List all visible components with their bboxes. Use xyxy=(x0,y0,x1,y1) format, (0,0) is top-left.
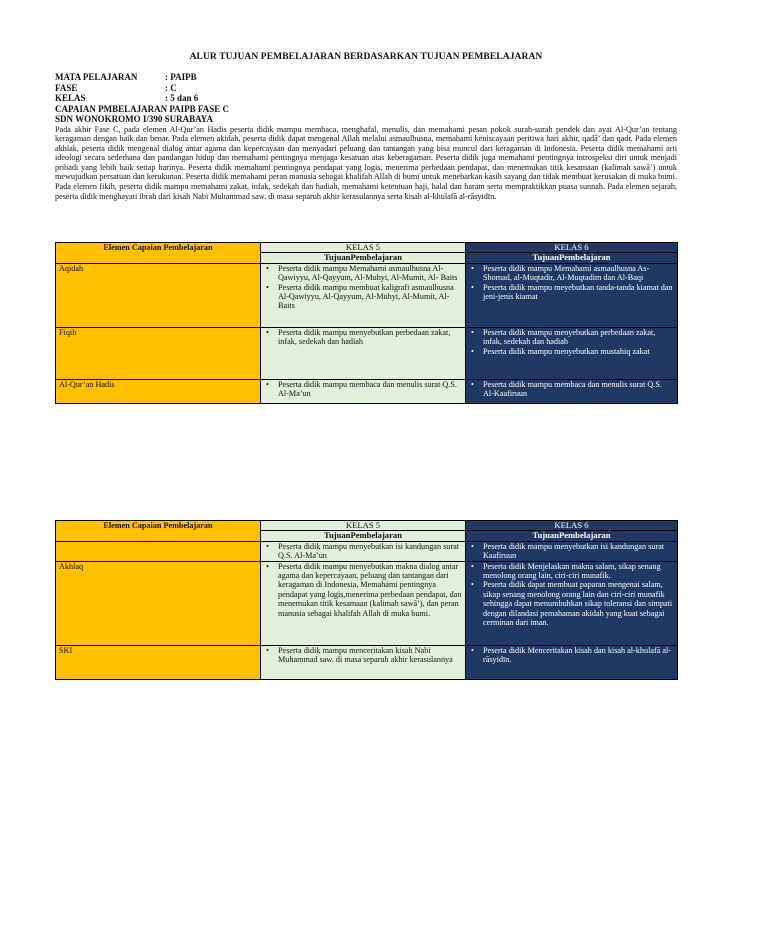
meta-value: : PAIPB xyxy=(165,72,197,82)
row-kelas5 xyxy=(261,561,466,645)
list-item-text: Peserta didik mampu Memahami asmaulhusna Al-Qawiyyu, Al-Qayyum, Al-Muhyi, Al-Mumit, Al- Baits xyxy=(278,263,458,283)
table-row xyxy=(56,645,678,679)
bullet-icon: • xyxy=(266,327,269,337)
row-kelas6 xyxy=(466,327,678,379)
bullet-icon: • xyxy=(266,541,269,551)
bullet-icon: • xyxy=(471,327,474,337)
list-item xyxy=(266,645,462,665)
learning-objectives-table-2 xyxy=(55,520,678,680)
row-elemen: SKI xyxy=(56,645,261,679)
bullet-icon: • xyxy=(471,580,474,590)
row-elemen: Akhlaq xyxy=(56,561,261,645)
list-item xyxy=(471,282,674,302)
row-elemen: Al-Qur’an Hadis xyxy=(56,379,261,403)
list-item xyxy=(266,327,462,347)
meta-key: KELAS xyxy=(55,93,86,103)
bullet-icon: • xyxy=(471,263,474,273)
list-item xyxy=(471,580,674,628)
bullet-icon: • xyxy=(471,561,474,571)
list-item-text: Peserta didik mampu menyebutkan makna dialog antar agama dan kepercayaan, peluang dan tantangan dari keragaman di Indonesia, Memahami pentingnya pendapat yang logis,menerima perbedaan pendapat, dan menemukan titik kesamaan (kalimah sawā’), dan peran manusia sebagai khalifah Allah di muka bumi. xyxy=(278,561,462,618)
list-item xyxy=(266,263,462,283)
list-item-text: Peserta didik mampu meyebutkan tanda-tanda kiamat dan jeni-jenis kiamat xyxy=(483,282,673,302)
meta-row-kelas xyxy=(55,93,677,104)
list-item-text: Peserta didik mampu menyebutkan isi kandungan surat Q.S. Al-Ma’un xyxy=(278,541,459,561)
meta-value: : 5 dan 6 xyxy=(165,93,199,103)
row-kelas6 xyxy=(466,541,678,561)
bullet-icon: • xyxy=(471,541,474,551)
bullet-icon: • xyxy=(471,282,474,292)
list-item xyxy=(266,541,462,561)
list-item xyxy=(266,282,462,311)
row-kelas5 xyxy=(261,645,466,679)
list-item xyxy=(471,645,674,665)
header-kelas6: KELAS 6 xyxy=(466,521,678,531)
list-item-text: Peserta didik mampu menyebutkan perbedaan zakat, infak, sedekah dan hadiah xyxy=(278,327,451,347)
meta-key: FASE xyxy=(55,82,78,93)
meta-row-mapel xyxy=(55,72,677,83)
school-name: SDN WONOKROMO I/390 SURABAYA xyxy=(55,114,213,124)
list-item xyxy=(471,561,674,581)
row-kelas5 xyxy=(261,541,466,561)
row-elemen: Aqidah xyxy=(56,263,261,327)
list-item-text: Peserta didik mampu menceritakan kisah Nabi Muhammad saw. di masa separuh akhir kerasulannya xyxy=(278,645,453,665)
row-kelas5 xyxy=(261,327,466,379)
document-title: ALUR TUJUAN PEMBELAJARAN BERDASARKAN TUJUAN PEMBELAJARAN xyxy=(189,52,543,62)
meta-block xyxy=(55,72,677,125)
bullet-icon: • xyxy=(471,346,474,356)
subheader-kelas5: TujuanPembelajaran xyxy=(261,531,466,541)
list-item-text: Peserta didik Menjelaskan makna salam, sikap senang menolong orang lain, ciri-ciri munafik. xyxy=(483,561,661,581)
bullet-icon: • xyxy=(471,379,474,389)
bullet-icon: • xyxy=(266,282,269,292)
table-row xyxy=(56,379,678,403)
list-item xyxy=(471,541,674,561)
list-item xyxy=(471,327,674,347)
meta-key: MATA PELAJARAN xyxy=(55,72,138,82)
list-item-text: Peserta didik mampu menyebutkan mustahiq zakat xyxy=(483,346,650,356)
subheader-kelas6: TujuanPembelajaran xyxy=(466,253,678,263)
document-page xyxy=(55,52,677,201)
header-elemen: Elemen Capaian Pembelajaran xyxy=(56,243,261,264)
list-item xyxy=(471,379,674,399)
list-item-text: Peserta didik dapat membuat paparan mengenai salam, sikap senang menolong orang lain dan ciri-ciri munafik sehingga dapat menumbuhkan sikap toleransi dan simpati dengan dilandasi pemahaman akidah yang kuat sebagai cerminan dari iman. xyxy=(483,580,673,628)
bullet-icon: • xyxy=(266,645,269,655)
list-item xyxy=(471,346,674,356)
list-item-text: Peserta didik mampu menyebutkan isi kandungan surat Kaafiruun xyxy=(483,541,664,561)
bullet-icon: • xyxy=(471,645,474,655)
header-kelas5: KELAS 5 xyxy=(261,521,466,531)
learning-objectives-table-1 xyxy=(55,242,678,404)
bullet-icon: • xyxy=(266,263,269,273)
capaian-heading: CAPAIAN PMBELAJARAN PAIPB FASE C xyxy=(55,103,229,114)
list-item-text: Peserta didik mampu membaca dan menulis surat Q.S. Al-Ma’un xyxy=(278,379,457,399)
table-header-row xyxy=(56,521,678,531)
table-row xyxy=(56,541,678,561)
list-item xyxy=(266,561,462,618)
bullet-icon: • xyxy=(266,379,269,389)
subheader-kelas6: TujuanPembelajaran xyxy=(466,531,678,541)
intro-paragraph: Pada akhir Fase C, pada elemen Al-Qur’an Hadis peserta didik mampu membaca, menghafal, menulis, dan memahami pesan pokok surah-surah pendek dan ayat Al-Qur’an tentang keragaman dengan baik dan benar. Pada elemen akidah, peserta didik dapat mengenal Allah melalui asmaulhusna, memahami keniscayaan peritiwa hari akhir, qadā’ dan qadr. Pada elemen akhlak, peserta didik mengenal dialog antar agama dan kepercayaan dan menyadari peluang dan tantangan yang bisa muncul dari keragaman di Indonesia. Peserta didik memahami arti ideologi secara sederhana dan pandangan hidup dan memahami pentingnya menjaga kesatuan atas keberagaman. Peserta didik juga memahami pentingnya introspeksi diri untuk menjadi pribadi yang lebih baik setiap harinya. Peserta didik memahami pentingnya pendapat yang logis, menerima perbedaan pendapat, dan menemukan titik kesamaan (kalimah sawā’) untuk mewujudkan persatuan dan kerukunan. Peserta didik memahami peran manusia sebagai khalifah Allah di bumi untuk menebarkan kasih sayang dan tidak membuat kerusakan di muka bumi. Pada elemen fikih, peserta didik mampu memahami zakat, infak, sedekah dan hadiah, memahami ketentuan haji, halal dan haram serta mempraktikkan puasa sunnah. Pada elemen sejarah, peserta didik menghayati ibrah dari kisah Nabi Muhammad saw. di masa separuh akhir kerasulannya serta kisah al-khulafā al-rāsyidīn. xyxy=(55,124,677,201)
list-item-text: Peserta didik mampu menyebutkan perbedaan zakat, infak, sedekah dan hadiah xyxy=(483,327,656,347)
meta-value: : C xyxy=(165,82,177,93)
list-item xyxy=(266,379,462,399)
meta-row-fase xyxy=(55,83,677,94)
row-kelas5 xyxy=(261,379,466,403)
row-kelas6 xyxy=(466,263,678,327)
row-kelas6 xyxy=(466,379,678,403)
header-kelas5: KELAS 5 xyxy=(261,243,466,253)
list-item-text: Peserta didik mampu membuat kaligrafi asmaulhusna Al-Qawiyyu, Al-Qayyum, Al-Muhyi, Al-Mumit, Al- Baits xyxy=(278,282,454,311)
table-row xyxy=(56,263,678,327)
table-header-row xyxy=(56,243,678,253)
bullet-icon: • xyxy=(266,561,269,571)
table-row xyxy=(56,327,678,379)
header-kelas6: KELAS 6 xyxy=(466,243,678,253)
header-elemen: Elemen Capaian Pembelajaran xyxy=(56,521,261,542)
row-kelas6 xyxy=(466,645,678,679)
list-item xyxy=(471,263,674,283)
list-item-text: Peserta didik Menceritakan kisah dan kisah al-khulafā al-rāsyidīn. xyxy=(483,645,672,665)
row-elemen: Fiqih xyxy=(56,327,261,379)
row-kelas6 xyxy=(466,561,678,645)
subheader-kelas5: TujuanPembelajaran xyxy=(261,253,466,263)
list-item-text: Peserta didik mampu membaca dan menulis surat Q.S. Al-Kaafiruun xyxy=(483,379,662,399)
list-item-text: Peserta didik mampu Memahami asmaulhusna As-Shomad, al-Muqtadir, Al-Muqtadim dan Al-Baqi xyxy=(483,263,650,283)
row-kelas5 xyxy=(261,263,466,327)
table-row xyxy=(56,561,678,645)
row-elemen xyxy=(56,541,261,561)
